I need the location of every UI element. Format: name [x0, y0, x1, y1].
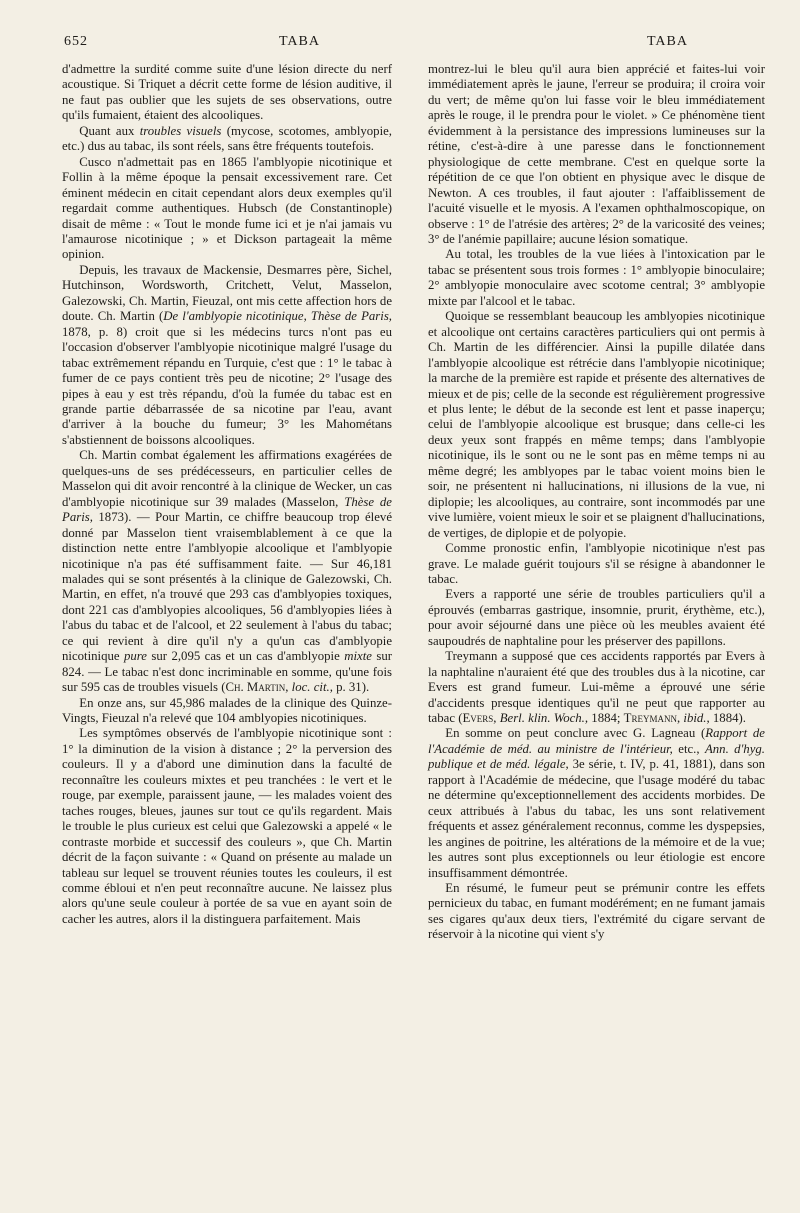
paragraph: En résumé, le fumeur peut se prémunir contre les effets pernicieux du tabac, en fumant modérément; en ne fumant jamais ses cigares qu'aux deux tiers, l'extrémité du cigare servant de réservoir à la nicotine qui vient s'y — [428, 881, 765, 942]
paragraph: Les symptômes observés de l'amblyopie nicotinique sont : 1° la diminution de la vision à distance ; 2° la perversion des couleurs. Il y a d'abord une diminution dans la faculté de reconnaître les couleurs mixtes et peu tranchées : le vert et le rouge, par exemple, paraissent jaune, — les malades voient des taches rouges, bleues, jaunes sur tout ce qu'ils regardent. Mais le trouble le plus curieux est celui que Galezowski a appelé « le contraste morbide et successif des couleurs », que Ch. Martin décrit de la façon suivante : « Quand on présente au malade un tableau sur lequel se trouvent réunies toutes les couleurs, il est comme ébloui et n'en peut reconnaître aucune. Ne laissez plus alors qu'une seule couleur à portée de sa vue en ayant soin de cacher les autres, alors il la distinguera parfaitement. Mais — [62, 726, 392, 926]
paragraph: Treymann a supposé que ces accidents rapportés par Evers à la naphtaline n'auraient été que des troubles dus à la nicotine, car Evers est grand fumeur. Lui-même a éprouvé une série d'accidents presque identiques qu'il ne peut que rapporter au tabac (Evers, Berl. klin. Woch., 1884; Treymann, ibid., 1884). — [428, 649, 765, 726]
paragraph: Quant aux troubles visuels (mycose, scotomes, amblyopie, etc.) dus au tabac, ils sont réels, sans être fréquents toutefois. — [62, 123, 393, 154]
page-number: 652 — [64, 34, 88, 49]
paragraph: Ch. Martin combat également les affirmations exagérées de quelques-uns de ses prédécesseurs, en particulier celles de Masselon qui dit avoir rencontré à la clinique de Wecker, un cas d'amblyopie nicotinique sur 39 malades (Masselon, Thèse de Paris, 1873). — Pour Martin, ce chiffre beaucoup trop élevé donné par Masselon tient vraisemblablement à ce que la distinction nette entre l'amblyopie alcoolique et l'amblyopie nicotinique n'a pas été suffisamment faite. — Sur 46,181 malades qui se sont présentés à la clinique de Galezowski, Ch. Martin, en effet, n'a trouvé que 293 cas d'amblyopies toxiques, dont 221 cas d'amblyopies alcooliques, 56 d'amblyopies liées à l'abus du tabac et de l'alcool, et 22 seulement à l'abus du tabac; ce qui revient à dire qu'il n'y a qu'un cas d'amblyopie nicotinique pure sur 2,095 cas et un cas d'amblyopie mixte sur 824. — Le tabac n'est donc incriminable en somme, qu'une fois sur 595 cas de troubles visuels (Ch. Martin, loc. cit., p. 31). — [62, 448, 392, 695]
right-column — [428, 62, 765, 943]
paragraph: Quoique se ressemblant beaucoup les amblyopies nicotinique et alcoolique ont certains caractères particuliers qui ont permis à Ch. Martin de les différencier. Ainsi la pupille dilatée dans l'amblyopie alcoolique est rétrécie dans l'amblyopie nicotinique; la marche de la première est rapide et présente des alternatives de mieux et de pis; celle de la seconde est régulièrement progressive et plus lente; le début de la seconde est lent et passe inaperçu; celui de l'amblyopie alcoolique est brusque; dans celle-ci les deux yeux sont frappés en même temps; dans l'amblyopie nicotinique, ils le sont ou ne le sont pas en même temps ni au même degré; les amblyopes par le tabac voient moins bien le soir, ne présentent ni hallucinations, ni illusions de la vue, ni diplopie; les alcooliques, au contraire, sont incommodés par une vive lumière, voient mieux le soir et se plaignent d'hallucinations, de vertiges, de diplopie et de polyopie. — [428, 309, 765, 540]
running-title-right: TABA — [647, 34, 688, 49]
paragraph: En somme on peut conclure avec G. Lagneau (Rapport de l'Académie de méd. au ministre de l'intérieur, etc., Ann. d'hyg. publique et de méd. légale, 3e série, t. IV, p. 41, 1881), dans son rapport à l'Académie de médecine, que l'usage modéré du tabac ne détermine qu'exceptionnellement des accidents morbides. De ceux attribués à l'abus du tabac, les uns sont relativement fréquents et assez généralement reconnus, comme les dyspepsies, les angines de poitrine, les altérations de la mémoire et de la vue; les autres sont plus exceptionnels ou leur étiologie est encore insuffisamment démontrée. — [428, 726, 765, 880]
paragraph: En onze ans, sur 45,986 malades de la clinique des Quinze-Vingts, Fieuzal n'a relevé que 104 amblyopies nicotiniques. — [62, 695, 392, 726]
left-column — [62, 62, 392, 927]
paragraph: d'admettre la surdité comme suite d'une lésion directe du nerf acoustique. Si Triquet a décrit cette forme de lésion auditive, il ne faut pas oublier que les sujets de ses observations, outre qu'ils fumaient, étaient des alcooliques. — [62, 62, 392, 123]
paragraph: montrez-lui le bleu qu'il aura bien apprécié et faites-lui voir immédiatement après le jaune, l'erreur se produira; il croira voir du vert; de même qu'on lui fasse voir le bleu immédiatement après le rouge, il le prendra pour le violet. » Ce phénomène tient évidemment à la persistance des impressions lumineuses sur la rétine, c'est-à-dire à une paresse dans le fonctionnement physiologique de cette membrane. C'est en quelque sorte la répétition de ce que l'on obtient en physique avec le disque de Newton. A ces troubles, il faut ajouter : l'affaiblissement de l'acuité visuelle et le myosis. A l'examen ophthalmoscopique, on observe : 1° de l'atrésie des artères; 2° de la varicosité des veines; 3° de l'anémie papillaire; aucune lésion somatique. — [428, 62, 765, 246]
paragraph: Au total, les troubles de la vue liées à l'intoxication par le tabac se présentent sous trois formes : 1° amblyopie binoculaire; 2° amblyopie monoculaire avec scotome central; 3° amblyopie mixte par l'alcool et le tabac. — [428, 247, 765, 308]
running-header — [64, 34, 776, 56]
running-title-left: TABA — [279, 34, 320, 49]
paragraph: Comme pronostic enfin, l'amblyopie nicotinique n'est pas grave. Le malade guérit toujours s'il se résigne à abandonner le tabac. — [428, 541, 765, 586]
paragraph: Depuis, les travaux de Mackensie, Desmarres père, Sichel, Hutchinson, Wordsworth, Critchett, Velut, Masselon, Galezowski, Ch. Martin, Fieuzal, ont mis cette affection hors de doute. Ch. Martin (De l'amblyopie nicotinique, Thèse de Paris, 1878, p. 8) croit que si les médecins turcs n'ont pas eu l'occasion d'observer l'amblyopie nicotinique malgré l'usage du tabac extrêmement répandu en Turquie, c'est que : 1° le tabac à fumer de ce pays contient très peu de nicotine; 2° l'usage des pipes à eau y est très répandu, d'où la fumée du tabac est en grande partie débarrassée de sa nicotine par l'eau, avant d'arriver à la bouche du fumeur; 3° les Mahométans s'abstiennent de boissons alcooliques. — [62, 262, 393, 447]
paragraph: Cusco n'admettait pas en 1865 l'amblyopie nicotinique et Follin à la même époque la pensait excessivement rare. Cet éminent médecin en citait cependant alors deux exemples qu'il regardait comme authentiques. Hubsch (de Constantinople) disait de même : « Tout le monde fume ici et je n'ai jamais vu l'amaurose nicotinique ; » et Dickson partageait la même opinion. — [62, 154, 392, 262]
paragraph: Evers a rapporté une série de troubles particuliers qu'il a éprouvés (embarras gastrique, insomnie, prurit, érythème, etc.), pour avoir séjourné dans une pièce où les meubles avaient été saupoudrés de naphtaline pour les préserver des papillons. — [428, 587, 765, 648]
